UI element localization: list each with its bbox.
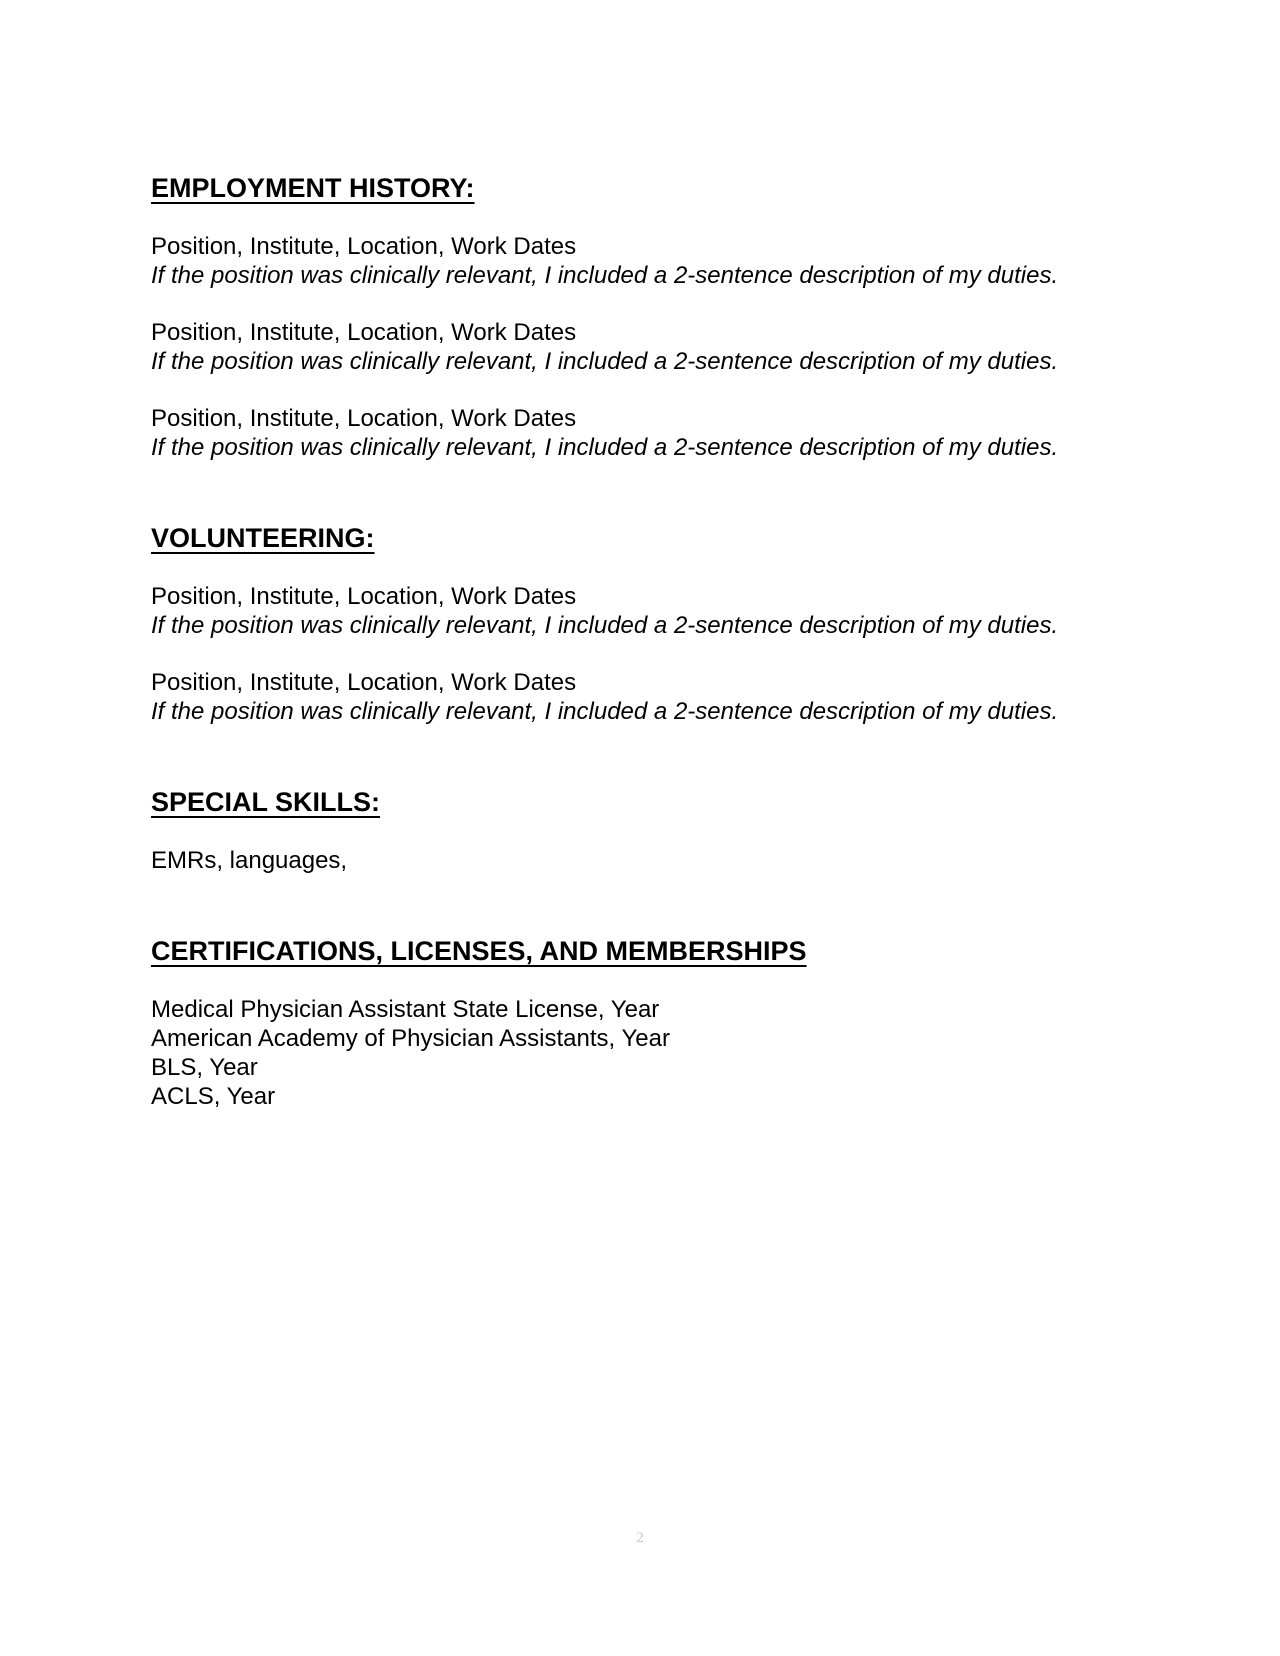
- entry-title: Position, Institute, Location, Work Dates: [151, 233, 577, 260]
- volunteering-entry: [151, 668, 1151, 726]
- employment-history-section: [151, 170, 1151, 462]
- certification-item: American Academy of Physician Assistants, Year: [151, 1025, 670, 1052]
- employment-entry: [151, 232, 1151, 290]
- entry-description: If the position was clinically relevant, I included a 2-sentence description of my duties.: [151, 698, 1059, 725]
- certifications-heading: CERTIFICATIONS, LICENSES, AND MEMBERSHIPS: [151, 936, 807, 966]
- employment-history-heading: EMPLOYMENT HISTORY:: [151, 173, 475, 203]
- certification-item: BLS, Year: [151, 1054, 258, 1081]
- certifications-list: [151, 995, 1151, 1111]
- employment-entry: [151, 404, 1151, 462]
- entry-title: Position, Institute, Location, Work Dates: [151, 319, 577, 346]
- entry-title: Position, Institute, Location, Work Dates: [151, 405, 577, 432]
- volunteering-heading: VOLUNTEERING:: [151, 523, 375, 553]
- special-skills-section: [151, 784, 1151, 875]
- certification-item: ACLS, Year: [151, 1083, 276, 1110]
- certification-item: Medical Physician Assistant State License, Year: [151, 996, 660, 1023]
- document-content: [151, 170, 1151, 1111]
- volunteering-section: [151, 520, 1151, 726]
- employment-entry: [151, 318, 1151, 376]
- entry-description: If the position was clinically relevant, I included a 2-sentence description of my duties.: [151, 612, 1059, 639]
- employment-entries: [151, 232, 1151, 462]
- volunteering-entry: [151, 582, 1151, 640]
- entry-description: If the position was clinically relevant, I included a 2-sentence description of my duties.: [151, 262, 1059, 289]
- certifications-section: [151, 933, 1151, 1111]
- entry-description: If the position was clinically relevant, I included a 2-sentence description of my duties.: [151, 348, 1059, 375]
- entry-title: Position, Institute, Location, Work Dates: [151, 583, 577, 610]
- entry-title: Position, Institute, Location, Work Dates: [151, 669, 577, 696]
- entry-description: If the position was clinically relevant, I included a 2-sentence description of my duties.: [151, 434, 1059, 461]
- page-number: 2: [636, 1530, 644, 1546]
- special-skills-heading: SPECIAL SKILLS:: [151, 787, 381, 817]
- volunteering-entries: [151, 582, 1151, 726]
- special-skills-text: EMRs, languages,: [151, 847, 348, 874]
